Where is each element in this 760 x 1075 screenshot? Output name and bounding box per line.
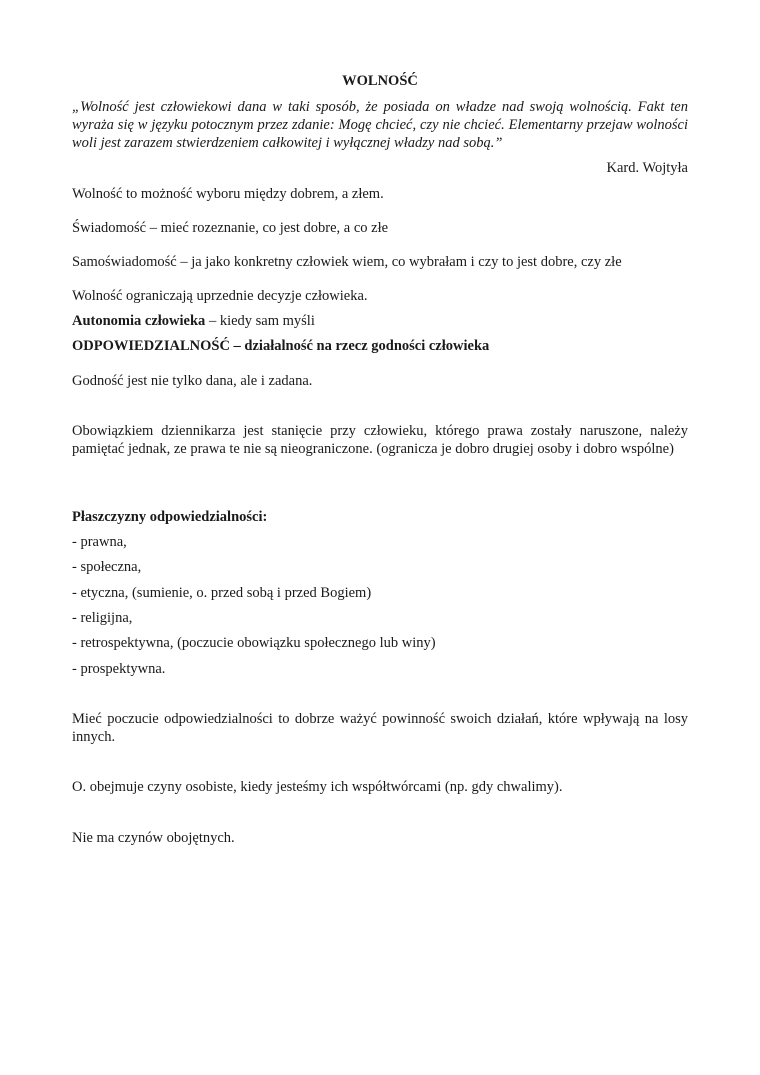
autonomy-description: – kiedy sam myśli	[205, 313, 315, 329]
document-title: WOLNOŚĆ	[342, 73, 418, 89]
awareness-definition: Świadomość – mieć rozeznanie, co jest dobre, a co złe	[72, 220, 389, 236]
planes-heading: Płaszczyzny odpowiedzialności:	[72, 509, 268, 525]
no-neutral-acts-statement: Nie ma czynów obojętnych.	[72, 830, 235, 846]
self-awareness-definition: Samoświadomość – ja jako konkretny człowiek wiem, co wybrałam i czy to jest dobre, czy złe	[72, 254, 622, 270]
list-item: - religijna,	[72, 610, 133, 626]
journalist-duty-paragraph: Obowiązkiem dziennikarza jest stanięcie przy człowieku, którego prawa zostały naruszone, należy pamiętać jednak, ze prawa te nie są nieograniczone. (ogranicza je dobro drugiej osoby i dobro wspólne)	[72, 423, 688, 457]
quote-text: „Wolność jest człowiekowi dana w taki sposób, że posiada on władze nad swoją wolnością. Fakt ten wyraża się w języku potocznym przez zdanie: Mogę chcieć, czy nie chcieć. Elementarny przejaw wolności woli jest zarazem stwierdzeniem całkowitej i wyłącznej władzy nad sobą.”	[72, 99, 688, 151]
freedom-definition: Wolność to możność wyboru między dobrem, a złem.	[72, 186, 384, 202]
responsibility-weigh-paragraph: Mieć poczucie odpowiedzialności to dobrze ważyć powinność swoich działań, które wpływają na losy innych.	[72, 711, 688, 745]
list-item: - prospektywna.	[72, 661, 166, 677]
quote-author: Kard. Wojtyła	[606, 160, 688, 176]
personal-acts-statement: O. obejmuje czyny osobiste, kiedy jesteśmy ich współtwórcami (np. gdy chwalimy).	[72, 779, 563, 795]
list-item: - etyczna, (sumienie, o. przed sobą i przed Bogiem)	[72, 585, 372, 601]
freedom-limits: Wolność ograniczają uprzednie decyzje człowieka.	[72, 288, 368, 304]
autonomy-term: Autonomia człowieka	[72, 313, 206, 329]
list-item: - prawna,	[72, 534, 127, 550]
list-item: - społeczna,	[72, 559, 142, 575]
autonomy-definition	[72, 312, 688, 330]
dignity-statement: Godność jest nie tylko dana, ale i zadana.	[72, 373, 313, 389]
responsibility-heading: ODPOWIEDZIALNOŚĆ – działalność na rzecz godności człowieka	[72, 338, 490, 354]
list-item: - retrospektywna, (poczucie obowiązku społecznego lub winy)	[72, 635, 436, 651]
